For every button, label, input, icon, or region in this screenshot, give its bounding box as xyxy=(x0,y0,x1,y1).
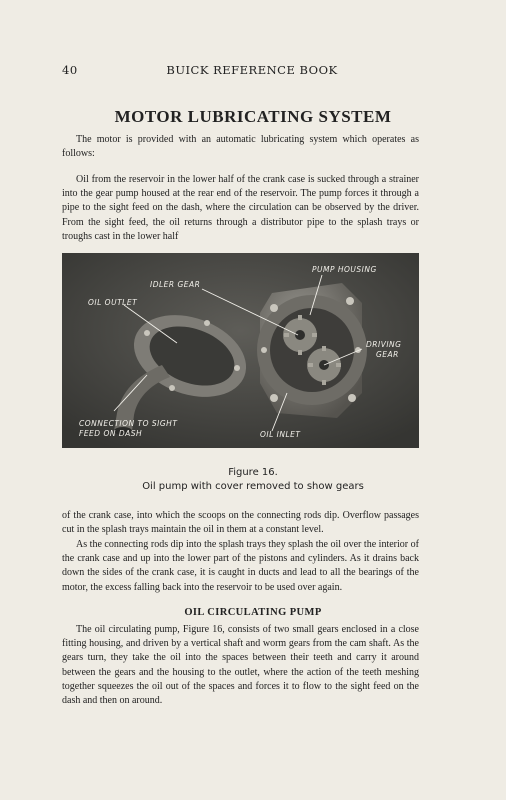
paragraph-oil-flow: Oil from the reservoir in the lower half of the crank case is sucked through a strainer into the gear pump housed at the rear end of the reservoir. The pump forces it through a pipe to the sight feed on the dash, where the circulation can be observed by the driver. From the sight feed, the oil returns through a distributor pipe to the splash trays or troughs cast in the lower half xyxy=(62,174,419,242)
label-driving-gear-line1: DRIVING xyxy=(366,340,402,349)
oil-pump-photo xyxy=(62,253,419,448)
pump-housing xyxy=(257,283,367,418)
page-number: 40 xyxy=(62,63,78,77)
running-title: BUICK REFERENCE BOOK xyxy=(166,63,338,77)
paragraph-intro: The motor is provided with an automatic lubricating system which operates as follows: xyxy=(62,134,419,160)
paragraph-crank-case: of the crank case, into which the scoops on the connecting rods dip. Overflow passages cut in the splash trays maintain the oil in them at a constant level. xyxy=(62,510,419,536)
page-header xyxy=(62,63,442,77)
section-title: MOTOR LUBRICATING SYSTEM xyxy=(114,107,392,126)
label-oil-inlet: OIL INLET xyxy=(260,430,301,439)
figure-number: Figure 16. xyxy=(228,467,278,478)
label-oil-outlet: OIL OUTLET xyxy=(88,298,138,307)
subsection-title: OIL CIRCULATING PUMP xyxy=(184,607,322,618)
label-pump-housing: PUMP HOUSING xyxy=(312,265,377,274)
label-idler-gear: IDLER GEAR xyxy=(150,280,201,289)
label-driving-gear-line2: GEAR xyxy=(376,350,399,359)
label-connection-line1: CONNECTION TO SIGHT xyxy=(79,419,178,428)
paragraph-splash: As the connecting rods dip into the splash trays they splash the oil over the interior of the crank case and up into the lower part of the pistons and cylinders. As it drains back down the sides of the crank case, it is caught in ducts and lead to all the bearings of the motor, the excess falling back into the reservoir to be used over again. xyxy=(62,539,419,593)
figure-caption: Oil pump with cover removed to show gears xyxy=(142,481,364,492)
label-connection-line2: FEED ON DASH xyxy=(79,429,143,438)
paragraph-pump: The oil circulating pump, Figure 16, consists of two small gears enclosed in a close fitting housing, and driven by a vertical shaft and worm gears from the cam shaft. As the gears turn, they take the oil into the spaces between their teeth and carry it around between the gears and the housing to the outlet, where the action of the teeth meshing together squeezes the oil out of the spaces and forces it to flow to the sight feed on the dash and then on around. xyxy=(62,624,419,707)
